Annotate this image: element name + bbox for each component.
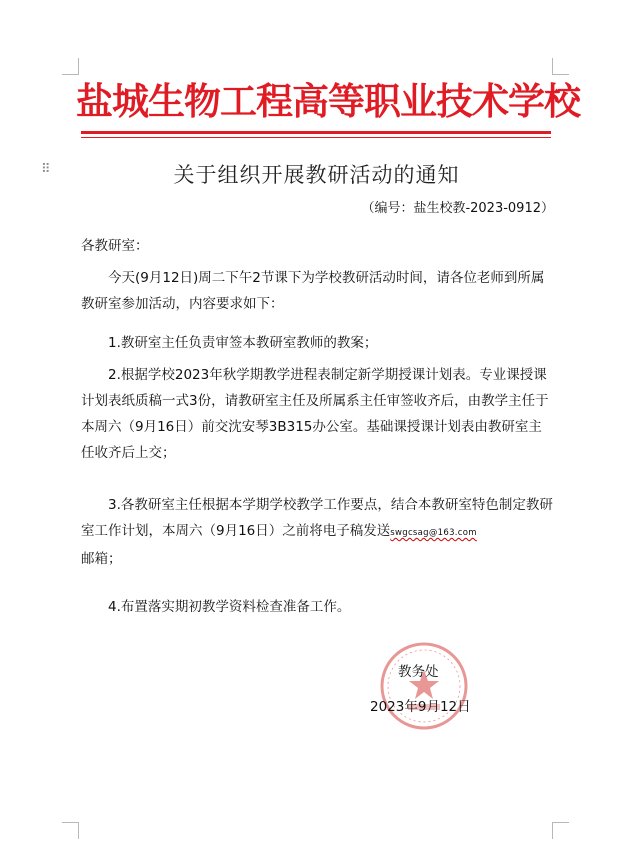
page-corner-mark-top-right — [552, 58, 569, 75]
item-3-tail: 邮箱； — [81, 551, 122, 567]
email-address: swgcsag@163.com — [390, 528, 477, 538]
document-number: （编号：盐生校教-2023-0912） — [361, 201, 554, 216]
item-4: 4.布置落实期初教学资料检查准备工作。 — [108, 599, 351, 615]
header-red-rule-thin — [81, 137, 551, 138]
item-3 — [81, 492, 553, 572]
notice-title: 关于组织开展教研活动的通知 — [173, 163, 460, 187]
intro-paragraph: 今天(9月12日)周二下午2节课下为学校教研活动时间，请各位老师到所属教研室参加活动，内容要求如下： — [81, 270, 545, 312]
signature-department: 教务处 — [398, 664, 439, 680]
official-seal-stamp — [378, 640, 470, 732]
item-3-text: 3.各教研室主任根据本学期学校教学工作要点，结合本教研室特色制定教研室工作计划，本周六（9月16日）之前将电子稿发送 — [81, 497, 553, 539]
item-1: 1.教研室主任负责审签本教研室教师的教案； — [108, 335, 378, 351]
greeting: 各教研室： — [81, 238, 149, 254]
page-corner-mark-bottom-right — [552, 822, 569, 839]
page-corner-mark-bottom-left — [62, 822, 79, 839]
page-corner-mark-top-left — [62, 58, 79, 75]
item-2: 2.根据学校2023年秋学期教学进程表制定新学期授课计划表。专业课授课计划表纸质稿一式3份，请教研室主任及所属系主任审签收齐后，由教学主任于本周六（9月16日）前交沈安琴3B315办公室。基础课授课计划表由教研室主任收齐后上交； — [81, 367, 549, 461]
drag-handle-icon[interactable]: ⠿ — [41, 162, 50, 177]
school-name-header: 盐城生物工程高等职业技术学校 — [76, 80, 580, 123]
signature-date: 2023年9月12日 — [370, 699, 471, 715]
header-red-rule-thick — [81, 131, 551, 134]
